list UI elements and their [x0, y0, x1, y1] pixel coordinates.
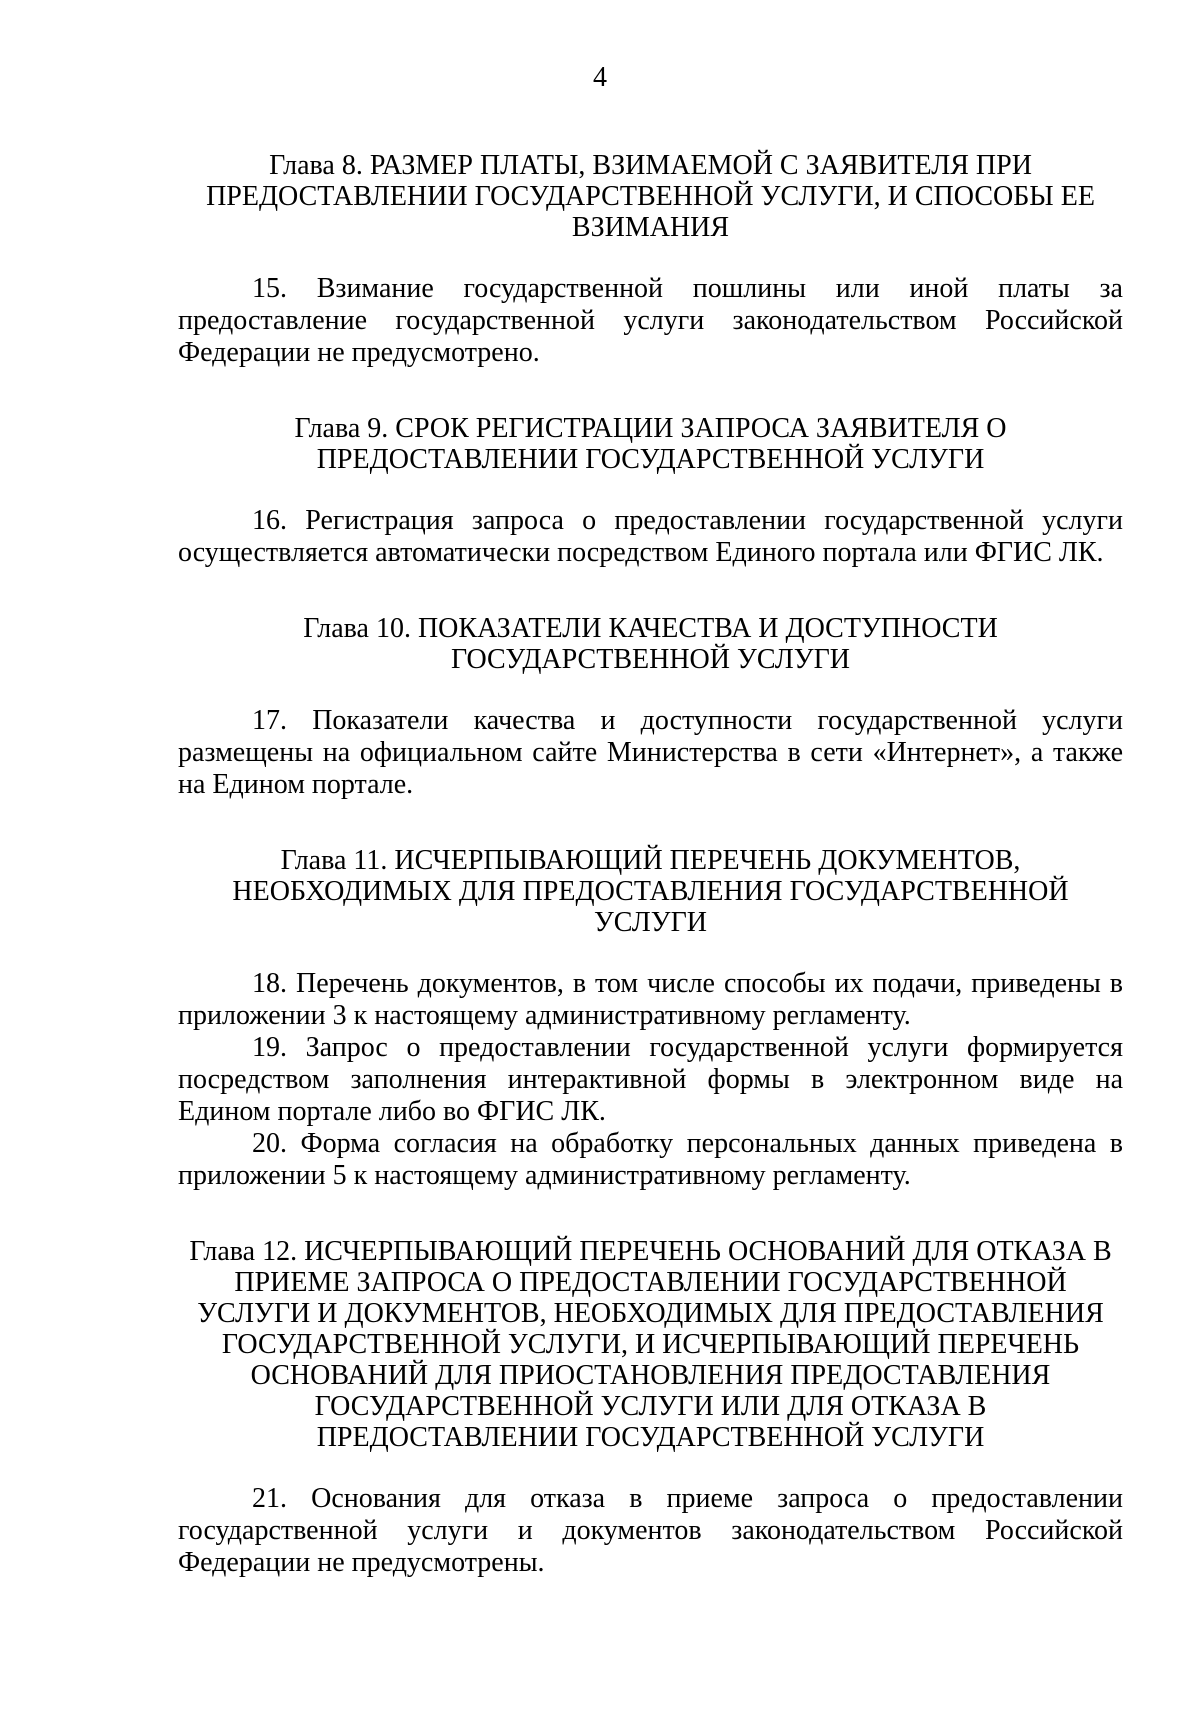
- chapter-heading-line: ГОСУДАРСТВЕННОЙ УСЛУГИ ИЛИ ДЛЯ ОТКАЗА В: [314, 1391, 987, 1422]
- chapter-heading-line: Глава 10. ПОКАЗАТЕЛИ КАЧЕСТВА И ДОСТУПНОСТИ: [303, 613, 998, 644]
- chapter-heading: [178, 613, 1123, 675]
- chapter-heading-line: Глава 11. ИСЧЕРПЫВАЮЩИЙ ПЕРЕЧЕНЬ ДОКУМЕНТОВ,: [280, 845, 1021, 876]
- chapter-heading-line: ПРЕДОСТАВЛЕНИИ ГОСУДАРСТВЕННОЙ УСЛУГИ: [316, 1422, 985, 1453]
- chapter-heading-line: Глава 8. РАЗМЕР ПЛАТЫ, ВЗИМАЕМОЙ С ЗАЯВИТЕЛЯ ПРИ: [269, 150, 1032, 181]
- chapter-heading-line: ВЗИМАНИЯ: [571, 212, 730, 243]
- paragraph-19: 19. Запрос о предоставлении государственной услуги формируется посредством заполнения интерактивной формы в электронном виде на Едином портале либо во ФГИС ЛК.: [178, 1032, 1123, 1127]
- paragraph-17: 17. Показатели качества и доступности государственной услуги размещены на официальном сайте Министерства в сети «Интернет», а также на Едином портале.: [178, 705, 1123, 800]
- paragraph-15: 15. Взимание государственной пошлины или иной платы за предоставление государственной услуги законодательством Российской Федерации не предусмотрено.: [178, 273, 1123, 368]
- chapter-heading-line: ПРИЕМЕ ЗАПРОСА О ПРЕДОСТАВЛЕНИИ ГОСУДАРСТВЕННОЙ: [234, 1267, 1067, 1298]
- paragraph-21: 21. Основания для отказа в приеме запроса о предоставлении государственной услуги и документов законодательством Российской Федерации не предусмотрены.: [178, 1483, 1123, 1578]
- section-chapter-9: [178, 413, 1123, 569]
- chapter-heading-line: ГОСУДАРСТВЕННОЙ УСЛУГИ: [450, 644, 851, 675]
- chapter-heading: [178, 150, 1123, 243]
- chapter-heading: [178, 1236, 1123, 1453]
- chapter-heading-line: УСЛУГИ: [593, 907, 708, 938]
- chapter-heading-line: УСЛУГИ И ДОКУМЕНТОВ, НЕОБХОДИМЫХ ДЛЯ ПРЕДОСТАВЛЕНИЯ: [197, 1298, 1104, 1329]
- section-chapter-8: [178, 150, 1123, 369]
- chapter-heading-line: ПРЕДОСТАВЛЕНИИ ГОСУДАРСТВЕННОЙ УСЛУГИ, И СПОСОБЫ ЕЕ: [206, 181, 1095, 212]
- section-chapter-12: [178, 1236, 1123, 1579]
- chapter-heading-line: ОСНОВАНИЙ ДЛЯ ПРИОСТАНОВЛЕНИЯ ПРЕДОСТАВЛЕНИЯ: [250, 1360, 1051, 1391]
- chapter-heading-line: ГОСУДАРСТВЕННОЙ УСЛУГИ, И ИСЧЕРПЫВАЮЩИЙ ПЕРЕЧЕНЬ: [221, 1329, 1080, 1360]
- chapter-heading-line: Глава 9. СРОК РЕГИСТРАЦИИ ЗАПРОСА ЗАЯВИТЕЛЯ О: [294, 413, 1007, 444]
- section-chapter-10: [178, 613, 1123, 801]
- document-body: [178, 150, 1123, 1613]
- chapter-heading-line: ПРЕДОСТАВЛЕНИИ ГОСУДАРСТВЕННОЙ УСЛУГИ: [316, 444, 985, 475]
- section-chapter-11: [178, 845, 1123, 1192]
- paragraph-18: 18. Перечень документов, в том числе способы их подачи, приведены в приложении 3 к настоящему административному регламенту.: [178, 968, 1123, 1031]
- chapter-heading-line: НЕОБХОДИМЫХ ДЛЯ ПРЕДОСТАВЛЕНИЯ ГОСУДАРСТВЕННОЙ: [232, 876, 1069, 907]
- chapter-heading: [178, 413, 1123, 475]
- paragraph-16: 16. Регистрация запроса о предоставлении государственной услуги осуществляется автоматически посредством Единого портала или ФГИС ЛК.: [178, 505, 1123, 568]
- chapter-heading-line: Глава 12. ИСЧЕРПЫВАЮЩИЙ ПЕРЕЧЕНЬ ОСНОВАНИЙ ДЛЯ ОТКАЗА В: [189, 1236, 1112, 1267]
- page-number: 4: [593, 62, 607, 93]
- chapter-heading: [178, 845, 1123, 938]
- paragraph-20: 20. Форма согласия на обработку персональных данных приведена в приложении 5 к настоящему административному регламенту.: [178, 1128, 1123, 1191]
